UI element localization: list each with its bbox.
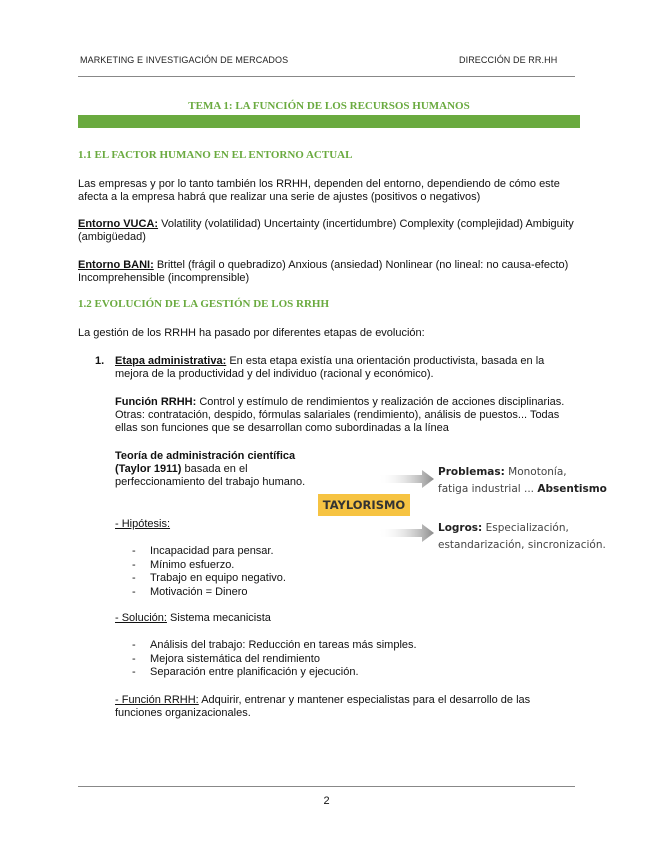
header-subject: MARKETING E INVESTIGACIÓN DE MERCADOS — [80, 55, 289, 65]
bullet-dash: - — [132, 545, 136, 557]
problems-label: Problemas: — [438, 466, 505, 478]
bani-text: Brittel (frágil o quebradizo) Anxious (ansiedad) Nonlinear (no lineal: no causa-efecto) Incomprehensible (incomprensible) — [78, 259, 569, 284]
list-item: - Mejora sistemática del rendimiento — [132, 652, 320, 665]
taylorismo-tag: TAYLORISMO — [318, 494, 410, 516]
list-item: - Motivación = Dinero — [132, 585, 248, 598]
problems-line1: Monotonía, — [504, 466, 567, 478]
rrhh-function-text: Adquirir, entrenar y mantener especialistas para el desarrollo de las funciones organizacionales. — [115, 694, 531, 719]
section-1-title: 1.1 EL FACTOR HUMANO EN EL ENTORNO ACTUAL — [78, 149, 353, 161]
topic-title: TEMA 1: LA FUNCIÓN DE LOS RECURSOS HUMANOS — [188, 100, 470, 112]
solution-paragraph — [115, 612, 580, 625]
solutions-list — [115, 639, 580, 680]
header-department: DIRECCIÓN DE RR.HH — [459, 55, 558, 65]
bullet-dash: - — [132, 639, 136, 651]
vuca-paragraph — [78, 218, 578, 244]
section-2-title: 1.2 EVOLUCIÓN DE LA GESTIÓN DE LOS RRHH — [78, 298, 329, 310]
list-item: - Mínimo esfuerzo. — [132, 558, 235, 571]
list-item: - Separación entre planificación y ejecución. — [132, 666, 359, 678]
solution-text: Sistema mecanicista — [166, 612, 271, 624]
achievements-line1: Especialización, — [482, 522, 569, 534]
bullet-dash: - — [132, 652, 136, 665]
footer-divider — [78, 786, 575, 787]
achievements-box — [438, 520, 618, 554]
bullet-dash: - — [132, 558, 136, 571]
bullet-dash: - — [132, 572, 136, 584]
hypotheses-list — [115, 545, 415, 599]
header-divider — [78, 76, 575, 77]
stage-label: Etapa administrativa: — [115, 355, 227, 367]
bullet-dash: - — [132, 666, 136, 678]
section-2-intro: La gestión de los RRHH ha pasado por diferentes etapas de evolución: — [78, 327, 425, 339]
page-number: 2 — [323, 795, 330, 807]
function-paragraph — [115, 396, 580, 435]
list-item: - Incapacidad para pensar. — [132, 545, 274, 557]
bani-label: Entorno BANI: — [78, 259, 154, 271]
arrow-to-achievements — [378, 524, 434, 542]
list-item: - Trabajo en equipo negativo. — [132, 572, 286, 584]
list-item-number: 1. — [95, 355, 105, 367]
function-label: Función RRHH: — [115, 396, 197, 408]
stage-text: En esta etapa existía una orientación productivista, basada en la mejora de la productividad y del individuo (racional y económico). — [115, 355, 545, 380]
list-item: - Análisis del trabajo: Reducción en tareas más simples. — [132, 639, 417, 651]
arrow-to-problems — [378, 470, 434, 488]
theory-paragraph — [115, 450, 315, 489]
bani-paragraph — [78, 259, 578, 285]
title-green-bar — [78, 115, 580, 128]
theory-author: (Taylor 1911) — [115, 463, 182, 475]
problems-emphasis: Absentismo — [537, 483, 607, 495]
achievements-line2: estandarización, sincronización. — [438, 539, 606, 551]
problems-line2: fatiga industrial ... — [438, 483, 538, 495]
section-1-intro: Las empresas y por lo tanto también los RRHH, dependen del entorno, dependiendo de cómo este afecta a la empresa habrá que realizar una serie de ajustes (positivos o negativos) — [78, 178, 560, 203]
problems-box — [438, 464, 618, 498]
hypothesis-label: - Hipótesis: — [115, 518, 171, 530]
bullet-dash: - — [132, 585, 136, 598]
stage-paragraph — [115, 355, 580, 381]
rrhh-function-label: - Función RRHH: — [115, 694, 199, 706]
achievements-label: Logros: — [438, 522, 483, 534]
vuca-text: Volatility (volatilidad) Uncertainty (incertidumbre) Complexity (complejidad) Ambiguity (ambigüedad) — [78, 218, 574, 243]
theory-title: Teoría de administración científica — [115, 450, 296, 462]
function-text: Control y estímulo de rendimientos y realización de acciones disciplinarias. Otras: contratación, despido, fórmulas salariales (rendimiento), análisis de puestos... Todas ellas son funciones que se desarrollan como subordinadas a la línea — [115, 396, 565, 434]
solution-label: - Solución: — [115, 612, 167, 624]
vuca-label: Entorno VUCA: — [78, 218, 159, 230]
rrhh-function-paragraph — [115, 694, 580, 720]
theory-text: basada en el perfeccionamiento del trabajo humano. — [115, 463, 306, 488]
